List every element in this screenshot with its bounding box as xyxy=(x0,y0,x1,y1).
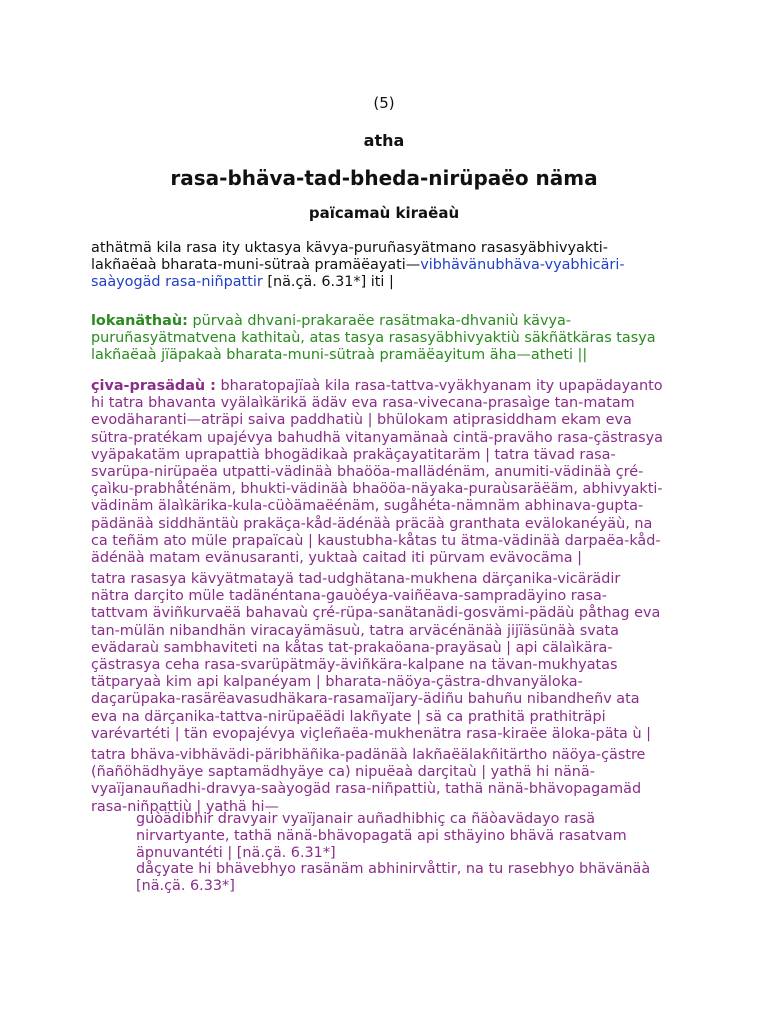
paragraph-commentary-3: tatra bhäva-vibhävädi-päribhäñika-padänäà lakñaëälakñitärtho näöya-çästre (ñañöhädhyäye saptamädhyäye ca) nipuëaà darçitaù | yathä hi nänä-vyaïjanauñadhi-dravya-saàyogäd rasa-niñpattiù, tathä nänä-bhävopagamäd rasa-niñpattiù | yathä hi— xyxy=(91,747,646,815)
paragraph-mula xyxy=(91,240,663,292)
quoted-verse-2: dåçyate hi bhävebhyo rasänäm abhinirvåttir, na tu rasebhyo bhävänäà [nä.çä. 6.33*] xyxy=(136,861,651,895)
sutra-quote: vibhävänubhäva-vyabhicäri-saàyogäd rasa-niñpattir xyxy=(91,257,625,291)
commentary-text: bharatopajïaà kila rasa-tattva-vyäkhyanam ity upapädayanto hi tatra bhavanta vyälaìkärikä ädäv eva rasa-vivecana-prasaìge tan-matam evodäharanti—aträpi saiva paddhatiù | bhülokam atiprasiddham ekam eva sütra-pratékam upajévya bahudhä vitanyamänaà cintä-praväho rasa-çästrasya vyäpakatäm uprapattià bhogädikaà prakäçayatitaräm | tatra tävad rasa-svarüpa-nirüpaëa utpatti-vädinäà bhaööa-mallädénäm, anumiti-vädinäà çré-çaìku-prabhåténäm, bhukti-vädinäà bhaööa-näyaka-puraùsaräëäm, abhivyakti-vädinäm älaìkärika-kula-cüòämaëénäm, sugåhéta-nämnäm abhinava-gupta-pädänäà siddhäntäù prakäça-kåd-ädénäà präcäà granthata evälokanéyäù, na ca teñäm ato müle prapaïcaù | kaustubha-kåtas tu ätma-vädinäà darpaëa-kåd-ädénäà matam evänusaranti, yuktaà caitad iti pürvam evävocäma | xyxy=(91,378,663,567)
page-number: (5) xyxy=(373,94,395,112)
section-intro: atha xyxy=(363,131,405,150)
page-title: rasa-bhäva-tad-bheda-nirüpaëo näma xyxy=(170,166,598,190)
commentator-label: çiva-prasädaù : xyxy=(91,378,216,394)
commentary-text: pürvaà dhvani-prakaraëe rasätmaka-dhvaniù kävya-puruñasyätmatvena kathitaù, atas tasya rasasyäbhivyaktiù säkñätkäras tasya lakñaëaà jïäpakaà bharata-muni-sütraà pramäëayitum äha—atheti || xyxy=(91,313,656,364)
paragraph-commentary-2: tatra rasasya kävyätmatayä tad-udghätana-mukhena därçanika-vicärädir nätra darçito müle tadänéntana-gauòéya-vaiñëava-sampradäyino rasa-tattvam äviñkurvaëä bahavaù çré-rüpa-sanätanädi-gosvämi-pädäù påthag eva tan-mülän nibandhän viracayämäsuù, tatra arväcénänäà jijïäsünäà svata evädaraù sambhaviteti na kåtas tat-prakaöana-prayäsaù | api cälaìkära-çästrasya ceha rasa-svarüpätmäy-äviñkära-kalpane na tävan-mukhyatas tätparyaà kim api kalpanéyam | bharata-näöya-çästra-dhvanyäloka-daçarüpaka-rasärëavasudhäkara-rasamaïjary-ädiñu bahuñu nibandheñv ata eva na därçanika-tattva-nirüpaëädi lakñyate | sä ca prathitä prathiträpi varévartéti | tän evopajévya viçleñaëa-mukhenätra rasa-kiraëe äloka-päta ù | xyxy=(91,571,661,742)
sutra-reference: [nä.çä. 6.31*] iti | xyxy=(262,274,394,291)
chapter-subtitle: païcamaù kiraëaù xyxy=(308,204,460,222)
quoted-verse-1: guòädibhir dravyair vyaïjanair auñadhibhiç ca ñäòavädayo rasä nirvartyante, tathä nänä-bhävopagatä api sthäyino bhävä rasatvam äpnuvantéti | [nä.çä. 6.31*] xyxy=(136,811,627,862)
commentator-label: lokanäthaù: xyxy=(91,313,188,329)
paragraph-lokanatha xyxy=(91,313,663,365)
mula-text: athätmä kila rasa ity uktasya kävya-puruñasyätmano rasasyäbhivyakti-lakñaëaà bharata-muni-sütraà pramäëayati— xyxy=(91,240,608,274)
paragraph-shiva-prasada xyxy=(91,378,663,567)
